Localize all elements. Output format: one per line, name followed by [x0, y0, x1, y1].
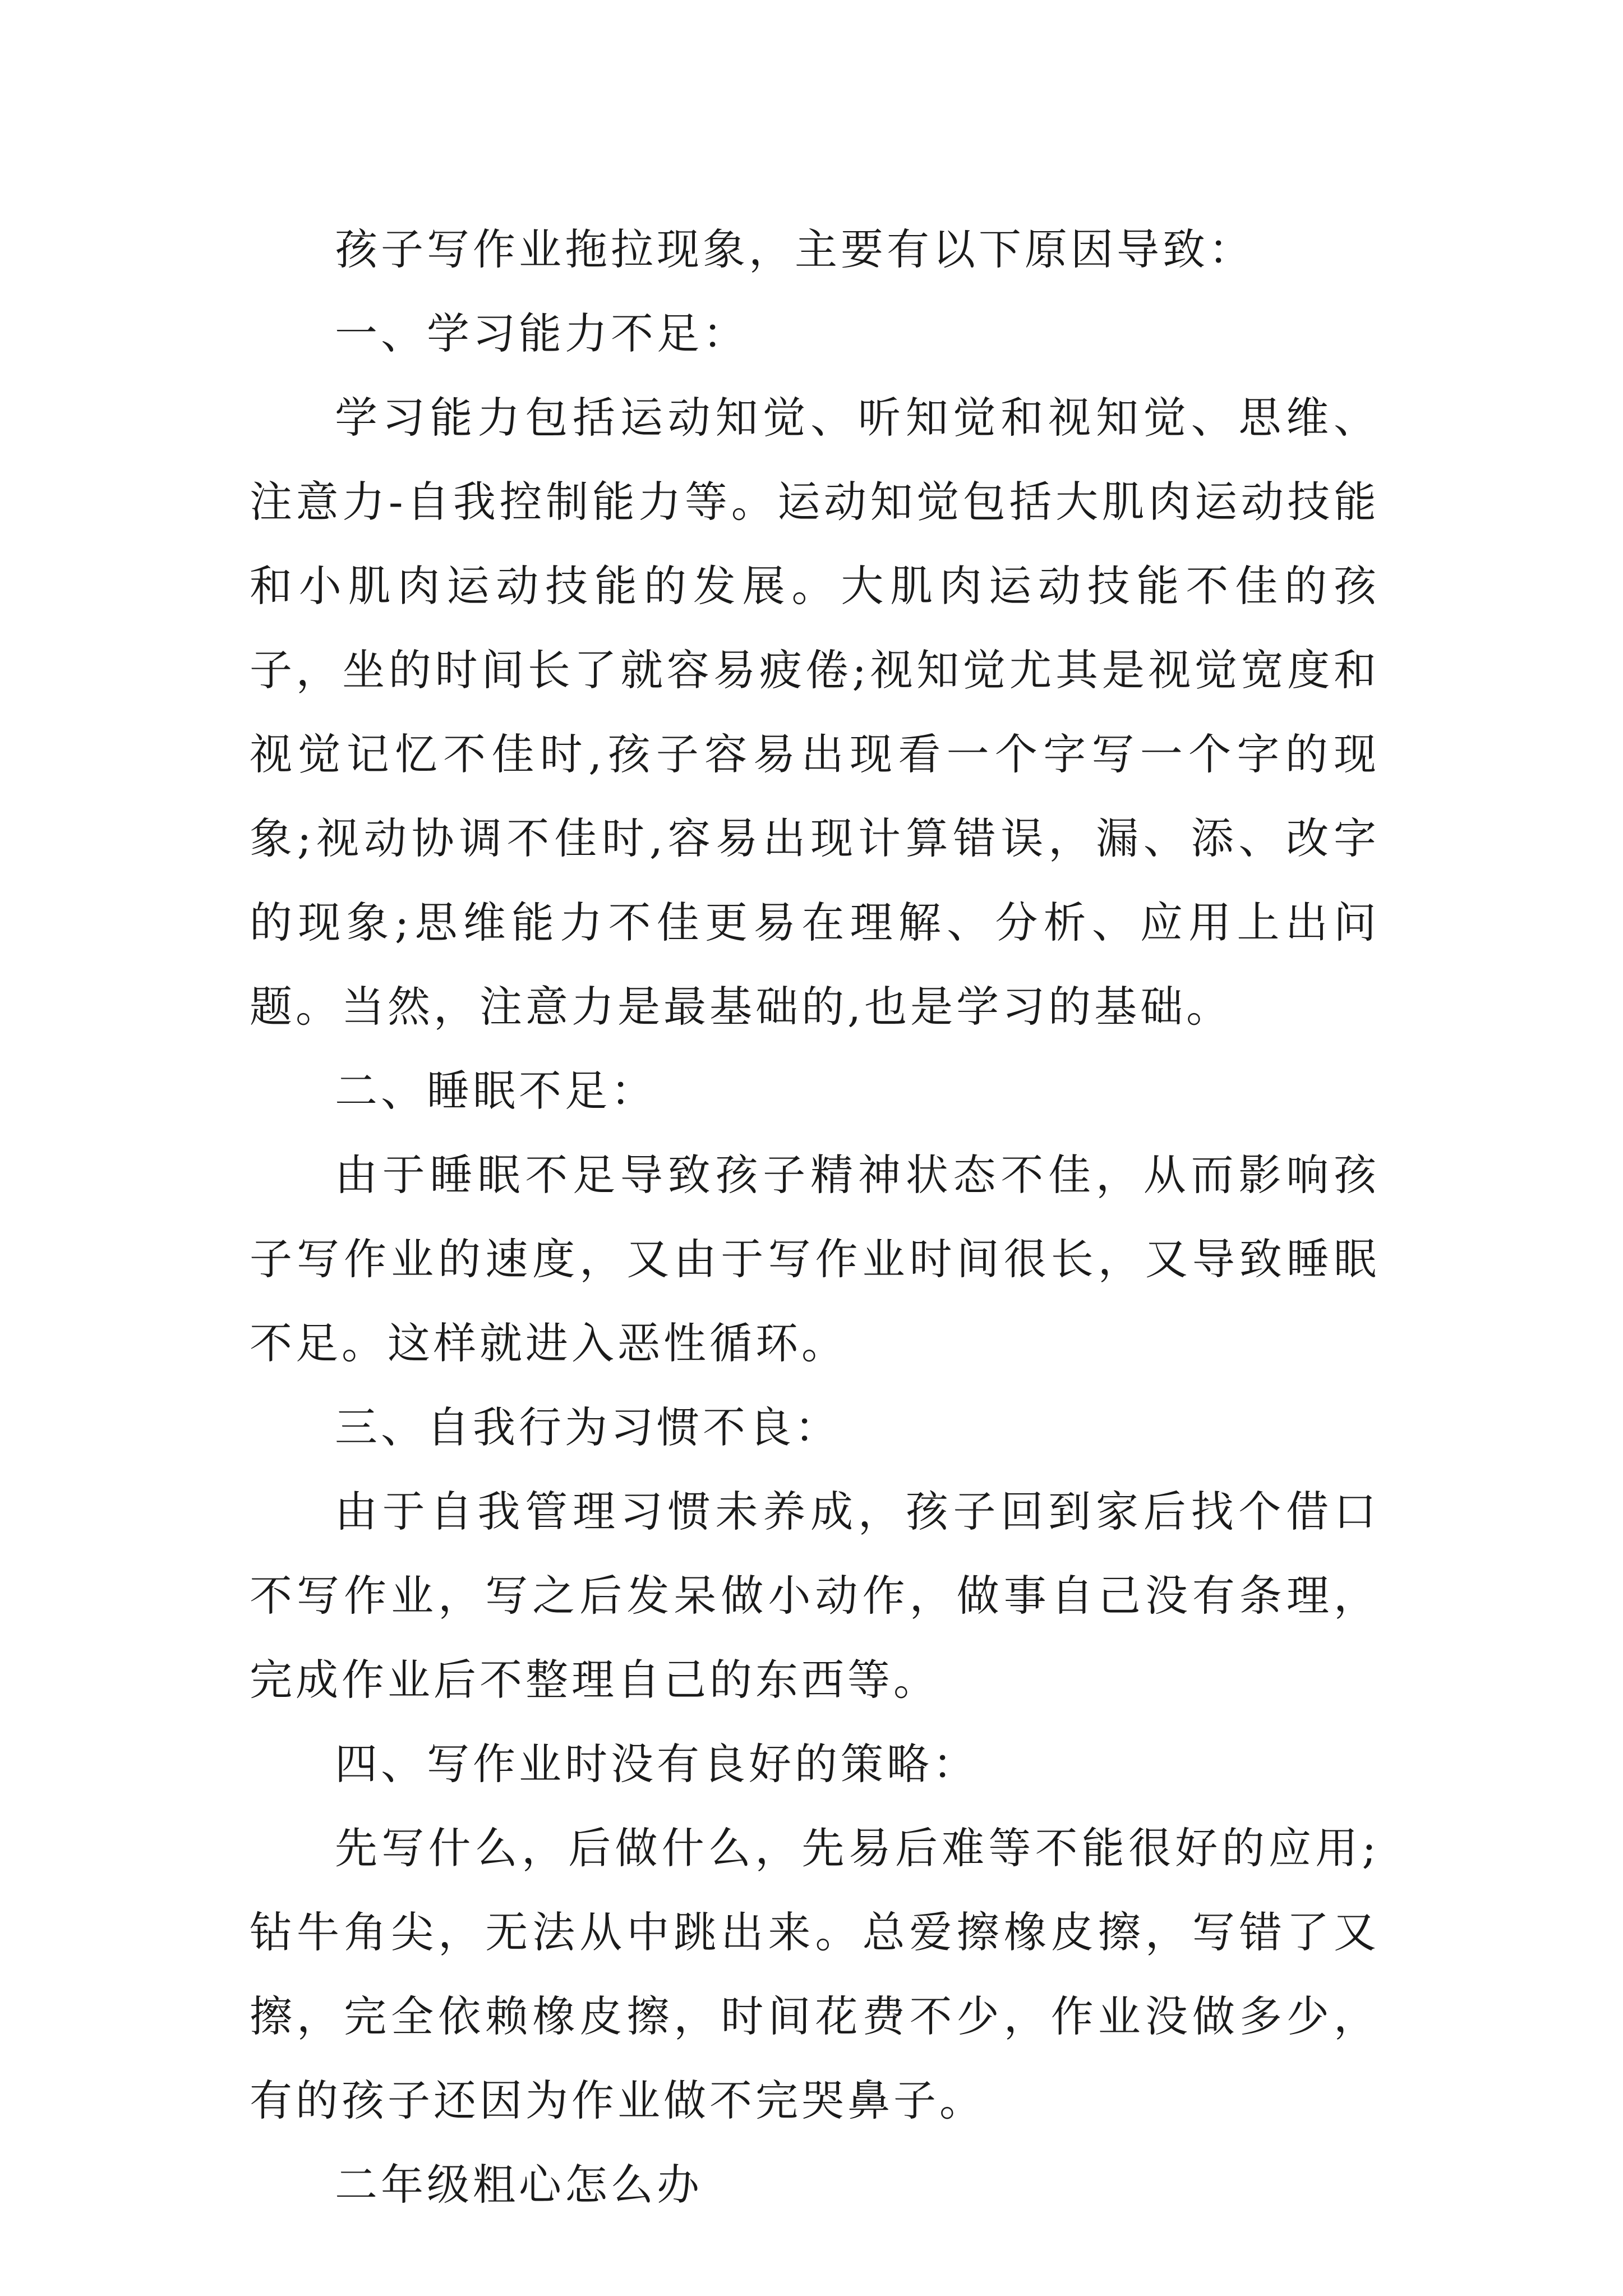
paragraph-learning-ability: 学习能力包括运动知觉、听知觉和视知觉、思维、注意力-自我控制能力等。运动知觉包括大肌肉运动技能和小肌肉运动技能的发展。大肌肉运动技能不佳的孩子，坐的时间长了就容易疲倦;视知觉尤其是视觉宽度和视觉记忆不佳时,孩子容易出现看一个字写一个字的现象;视动协调不佳时,容易出现计算错误，漏、添、改字的现象;思维能力不佳更易在理解、分析、应用上出问题。当然，注意力是最基础的,也是学习的基础。: [250, 393, 1380, 1032]
closing-heading: 二年级粗心怎么办: [335, 2160, 703, 2210]
paragraph-sleep: 由于睡眠不足导致孩子精神状态不佳，从而影响孩子写作业的速度，又由于写作业时间很长，又导致睡眠不足。这样就进入恶性循环。: [250, 1150, 1380, 1368]
intro-paragraph: 孩子写作业拖拉现象，主要有以下原因导致：: [335, 224, 1255, 274]
paragraph-habits: 由于自我管理习惯未养成，孩子回到家后找个借口不写作业，写之后发呆做小动作，做事自己没有条理，完成作业后不整理自己的东西等。: [250, 1487, 1380, 1705]
section-heading-strategy: 四、写作业时没有良好的策略：: [335, 1739, 979, 1789]
paragraph-strategy: 先写什么，后做什么，先易后难等不能很好的应用;钻牛角尖，无法从中跳出来。总爱擦橡皮擦，写错了又擦，完全依赖橡皮擦，时间花费不少，作业没做多少，有的孩子还因为作业做不完哭鼻子。: [250, 1823, 1380, 2125]
section-heading-learning-ability: 一、学习能力不足：: [335, 309, 749, 358]
section-heading-habits: 三、自我行为习惯不良：: [335, 1402, 841, 1452]
document-body: [250, 208, 1380, 2227]
section-heading-sleep: 二、睡眠不足：: [335, 1066, 657, 1116]
